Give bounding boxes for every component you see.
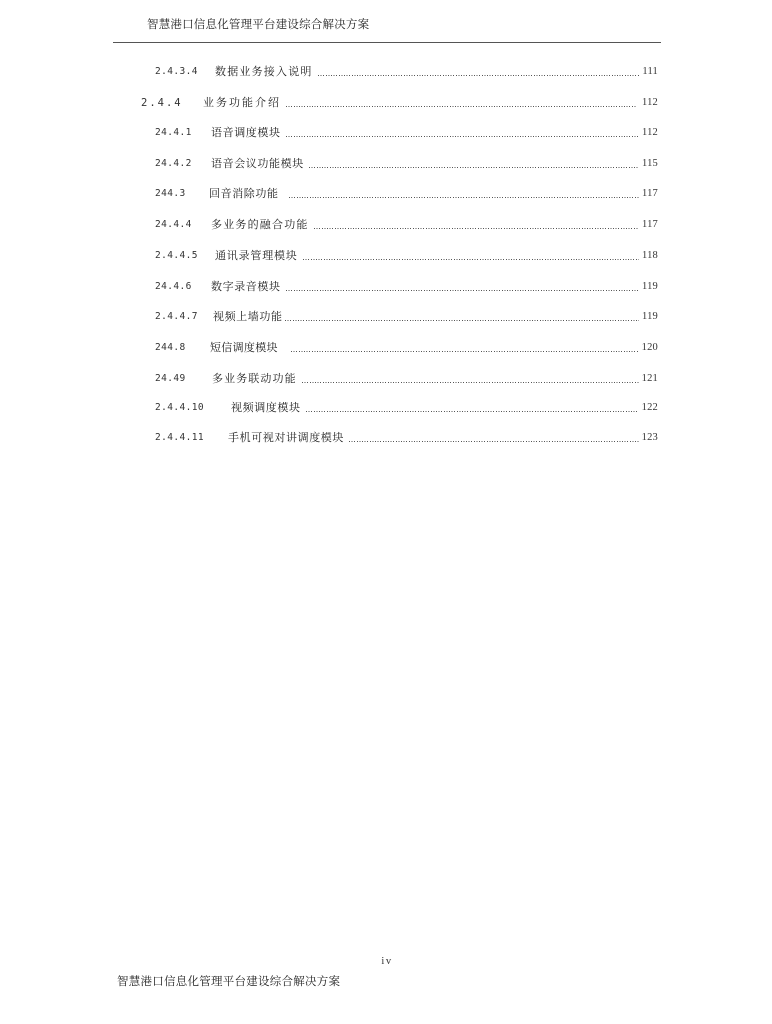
toc-entry bbox=[155, 249, 658, 263]
toc-entry-title: 多业务的融合功能 bbox=[211, 219, 309, 231]
toc-entry-title: 通讯录管理模块 bbox=[215, 250, 298, 262]
toc-entry-title: 视频调度模块 bbox=[231, 402, 301, 414]
toc-entry-number: 2.4.4.11 bbox=[155, 432, 204, 443]
toc-entry-number: 244.8 bbox=[155, 342, 186, 353]
toc-entry bbox=[155, 218, 658, 232]
toc-entry bbox=[155, 372, 658, 386]
toc-entry bbox=[155, 157, 658, 171]
toc-entry-title: 多业务联动功能 bbox=[212, 373, 297, 385]
header-title: 智慧港口信息化管理平台建设综合解决方案 bbox=[147, 19, 370, 31]
dot-leader bbox=[286, 106, 637, 107]
dot-leader bbox=[289, 197, 639, 198]
toc-entry-number: 24.4.1 bbox=[155, 127, 192, 138]
toc-entry-title: 数字录音模块 bbox=[211, 281, 281, 293]
dot-leader bbox=[286, 136, 639, 137]
toc-entry-title: 语音会议功能模块 bbox=[211, 158, 304, 170]
toc-entry-number: 24.4.2 bbox=[155, 158, 192, 169]
toc-entry-page: 112 bbox=[642, 127, 658, 138]
dot-leader bbox=[314, 228, 639, 229]
toc-entry bbox=[155, 310, 658, 324]
toc-entry-page: 122 bbox=[641, 402, 658, 413]
toc-entry bbox=[155, 126, 658, 140]
toc-entry-number: 24.4.4 bbox=[155, 219, 192, 230]
dot-leader bbox=[349, 441, 639, 442]
dot-leader bbox=[303, 259, 639, 260]
dot-leader bbox=[309, 167, 639, 168]
toc-entry-number: 2.4.4.5 bbox=[155, 250, 198, 261]
toc-entry-title: 短信调度模块 bbox=[210, 342, 278, 354]
dot-leader bbox=[291, 351, 639, 352]
toc-entry-page: 115 bbox=[642, 158, 658, 169]
toc-entry-number: 2.4.4 bbox=[141, 97, 183, 109]
toc-entry bbox=[155, 341, 658, 355]
dot-leader bbox=[306, 411, 639, 412]
toc-entry bbox=[155, 280, 658, 294]
toc-entry-number: 2.4.3.4 bbox=[155, 66, 198, 77]
footer-title: 智慧港口信息化管理平台建设综合解决方案 bbox=[117, 976, 341, 988]
toc-entry-number: 2.4.4.7 bbox=[155, 311, 198, 322]
toc-entry-number: 2.4.4.10 bbox=[155, 402, 204, 413]
toc-entry-number: 24.49 bbox=[155, 373, 186, 384]
toc-entry-title: 视频上墙功能 bbox=[213, 311, 283, 323]
toc-entry-page: 117 bbox=[642, 219, 658, 230]
toc-entry-page: 120 bbox=[641, 342, 658, 353]
toc-entry-page: 118 bbox=[642, 250, 658, 261]
toc-entry-title: 业务功能介绍 bbox=[203, 97, 281, 109]
toc-entry bbox=[141, 96, 658, 110]
toc-entry bbox=[155, 65, 658, 79]
toc-entry-title: 手机可视对讲调度模块 bbox=[228, 432, 344, 444]
dot-leader bbox=[285, 320, 639, 321]
toc-entry bbox=[155, 187, 658, 201]
toc-entry-page: 119 bbox=[642, 281, 658, 292]
toc-entry-title: 语音调度模块 bbox=[211, 127, 281, 139]
dot-leader bbox=[302, 382, 639, 383]
toc-entry-page: 112 bbox=[642, 97, 658, 108]
header-rule bbox=[113, 42, 661, 43]
toc-entry-title: 数据业务接入说明 bbox=[215, 66, 313, 78]
toc-entry-page: 121 bbox=[641, 373, 658, 384]
toc-entry-page: 117 bbox=[642, 188, 658, 199]
toc-entry-title: 回音消除功能 bbox=[209, 188, 279, 200]
toc-entry-page: 123 bbox=[641, 432, 658, 443]
toc-entry bbox=[155, 431, 658, 445]
toc-entry bbox=[155, 401, 658, 415]
toc-entry-page: 119 bbox=[642, 311, 658, 322]
toc-entry-number: 24.4.6 bbox=[155, 281, 192, 292]
toc-entry-number: 244.3 bbox=[155, 188, 186, 199]
dot-leader bbox=[318, 75, 640, 76]
page-number: iv bbox=[381, 956, 393, 967]
dot-leader bbox=[286, 290, 639, 291]
toc-entry-page: 111 bbox=[642, 66, 658, 77]
